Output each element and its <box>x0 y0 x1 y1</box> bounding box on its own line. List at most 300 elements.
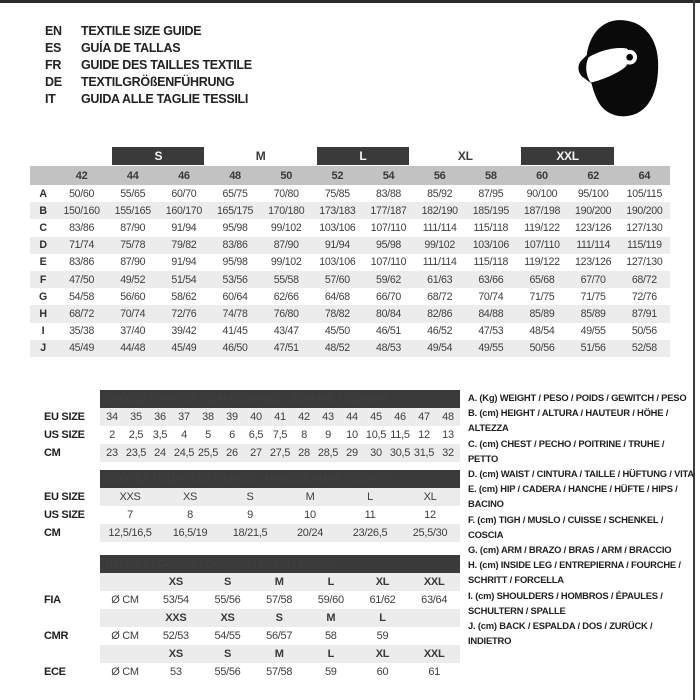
measurement-value: 45/50 <box>324 325 350 338</box>
language-row <box>45 90 252 107</box>
size-value: 60 <box>516 166 567 185</box>
helmet-size-label-row <box>30 573 460 591</box>
helmet-header-row <box>30 555 460 573</box>
measurement-value: 83/86 <box>69 256 95 269</box>
shoe-size-value: 35 <box>124 408 148 426</box>
shoes-header-row <box>30 390 460 408</box>
measurement-value: 75/78 <box>107 237 158 254</box>
shoe-size-value: 3,5 <box>152 429 168 441</box>
shoe-size-value: 43 <box>316 408 340 426</box>
size-value: 58 <box>465 166 516 185</box>
measurement-value: 105/115 <box>626 187 663 200</box>
measurement-value: 107/110 <box>370 256 407 269</box>
helmet-size-label: M <box>253 573 305 591</box>
helmet-size-label: S <box>202 645 254 663</box>
measurement-value: 48/53 <box>363 340 414 357</box>
language-title: GUIDA ALLE TAGLIE TESSILI <box>81 91 249 106</box>
measurement-value: 41/45 <box>222 325 248 338</box>
measurement-value: 85/89 <box>516 305 567 322</box>
measurement-value: 35/38 <box>69 325 95 338</box>
shoe-size-value: 31,5 <box>412 444 436 462</box>
helmet-size-value: 52/53 <box>162 630 189 642</box>
shoe-size-value: 6 <box>229 429 235 441</box>
legend-item: G. (cm) ARM / BRAZO / BRAS / ARM / BRACCIO <box>468 544 672 556</box>
measurement-value: 65/68 <box>516 271 567 288</box>
measurement-value: 37/40 <box>120 325 146 338</box>
gloves-row <box>30 488 460 506</box>
language-code: IT <box>45 91 56 106</box>
measurement-value: 70/74 <box>107 305 158 322</box>
shoe-size-value: 7,5 <box>272 429 288 441</box>
measurement-value: 47/50 <box>56 271 107 288</box>
shoe-size-value: 23 <box>100 444 124 462</box>
measurement-value: 68/72 <box>619 271 670 288</box>
helmet-standard-row <box>30 663 460 681</box>
shoe-size-value: 47 <box>412 408 436 426</box>
measurement-value: 115/118 <box>473 256 509 269</box>
glove-size-value: 23/26,5 <box>340 524 400 542</box>
shoe-size-value: 44 <box>340 408 364 426</box>
measurement-value: 84/88 <box>465 305 516 322</box>
measurement-value: 50/56 <box>631 325 657 338</box>
shoe-size-value: 5 <box>205 429 211 441</box>
glove-size-value: 11 <box>364 509 376 521</box>
measurement-value: 46/51 <box>376 325 402 338</box>
shoe-size-value: 11,5 <box>390 429 410 441</box>
measurement-letter: C <box>39 221 47 234</box>
measurement-value: 99/102 <box>270 256 302 269</box>
measurement-value: 63/66 <box>465 271 516 288</box>
helmet-size-value: 59/60 <box>317 594 344 606</box>
measurement-value: 177/187 <box>363 202 414 219</box>
shoe-size-value: 42 <box>292 408 316 426</box>
helmet-size-value: 57/58 <box>266 666 293 678</box>
helmet-size-table <box>30 555 460 681</box>
measurement-value: 53/56 <box>209 271 260 288</box>
measurement-value: 90/100 <box>526 187 558 200</box>
size-group-row <box>30 145 670 166</box>
helmet-size-label: XS <box>150 573 202 591</box>
measurement-letter: I <box>41 325 45 338</box>
helmet-size-value: 53 <box>170 666 182 678</box>
language-code: EN <box>45 23 62 38</box>
helmet-size-label: S <box>202 573 254 591</box>
measurement-value: 165/175 <box>209 202 260 219</box>
measurement-value: 66/70 <box>376 290 402 303</box>
helmet-size-label: XXL <box>408 645 460 663</box>
empty-cell <box>30 390 100 408</box>
measurement-value: 55/58 <box>261 271 312 288</box>
shoe-size-value: 9 <box>325 429 331 441</box>
measurement-value: 87/90 <box>120 221 146 234</box>
measurement-value: 49/55 <box>465 340 516 357</box>
size-value: 52 <box>312 166 363 185</box>
measurement-value: 72/76 <box>158 305 209 322</box>
measurement-value: 56/60 <box>120 290 146 303</box>
helmet-size-value: 59 <box>376 630 389 642</box>
measurement-value: 91/94 <box>312 237 363 254</box>
measurement-value: 83/88 <box>376 187 402 200</box>
helmet-size-label: M <box>253 645 305 663</box>
measurement-legend <box>468 390 694 648</box>
measurement-value: 83/86 <box>209 237 260 254</box>
glove-size-value: M <box>280 488 340 506</box>
measurement-value: 170/180 <box>261 202 312 219</box>
helmet-standard-label: FIA <box>44 594 61 606</box>
measurement-value: 79/82 <box>158 237 209 254</box>
helmet-size-label-row <box>30 609 460 627</box>
shoe-size-value: 30 <box>364 444 388 462</box>
size-group-s: S <box>107 145 209 166</box>
measurement-value: 160/170 <box>158 202 209 219</box>
measurement-value: 83/86 <box>69 221 95 234</box>
size-value: 48 <box>209 166 260 185</box>
shoe-size-value: 38 <box>196 408 220 426</box>
empty-corner-cell <box>30 145 56 166</box>
helmet-size-label: L <box>357 609 409 627</box>
diameter-unit-label: Ø CM <box>111 594 139 606</box>
measurement-value: 103/106 <box>319 256 356 269</box>
measurement-value: 45/49 <box>158 340 209 357</box>
measurement-value: 85/92 <box>427 187 453 200</box>
helmet-standard-label: ECE <box>44 666 66 678</box>
language-title: TEXTILE SIZE GUIDE <box>81 23 202 38</box>
measurement-row <box>30 288 670 305</box>
measurement-value: 50/60 <box>69 187 95 200</box>
helmet-size-section <box>30 555 460 681</box>
shoe-size-value: 30,5 <box>388 444 412 462</box>
measurement-value: 76/80 <box>261 305 312 322</box>
measurement-value: 190/200 <box>619 202 670 219</box>
measurement-row <box>30 305 670 322</box>
measurement-value: 68/72 <box>56 305 107 322</box>
measurement-value: 71/75 <box>529 290 555 303</box>
measurement-value: 95/98 <box>363 237 414 254</box>
shoe-size-value: 24 <box>148 444 172 462</box>
diameter-unit-label: Ø CM <box>111 666 139 678</box>
measurement-value: 62/66 <box>273 290 299 303</box>
measurement-value: 68/72 <box>427 290 453 303</box>
measurement-value: 44/48 <box>107 340 158 357</box>
helmet-size-label: L <box>305 573 357 591</box>
language-code: ES <box>45 40 62 55</box>
measurement-value: 95/98 <box>222 221 248 234</box>
textile-size-table <box>30 145 670 357</box>
glove-size-value: 16,5/19 <box>160 524 220 542</box>
helmet-title-bar: HELMET / CASCO / CASQUE / HELM / CASCO <box>100 555 460 573</box>
shoe-size-value: 48 <box>436 408 460 426</box>
language-code: FR <box>45 57 62 72</box>
size-value: 42 <box>56 166 107 185</box>
helmet-size-label: S <box>253 609 305 627</box>
empty-group-cell-64 <box>619 145 670 166</box>
measurement-value: 107/110 <box>516 237 567 254</box>
helmet-size-value: 57/58 <box>266 594 293 606</box>
measurement-value: 46/52 <box>427 325 453 338</box>
measurement-value: 47/51 <box>261 340 312 357</box>
helmet-size-value: 59 <box>324 666 337 678</box>
gloves-size-table <box>30 470 460 542</box>
language-row <box>45 39 252 56</box>
language-title: GUÍA DE TALLAS <box>81 40 181 55</box>
helmet-size-label: XS <box>202 609 254 627</box>
measurement-value: 47/53 <box>478 325 504 338</box>
measurement-row <box>30 323 670 340</box>
legend-item: I. (cm) SHOULDERS / HOMBROS / ÉPAULES / SCHULTERN / SPALLE <box>468 589 663 616</box>
measurement-value: 50/56 <box>516 340 567 357</box>
legend-item: A. (Kg) WEIGHT / PESO / POIDS / GEWITCH / PESO <box>468 392 687 403</box>
legend-item: E. (cm) HIP / CADERA / HANCHE / HÜFTE / HIPS / BACINO <box>468 483 678 510</box>
measurement-value: 71/75 <box>580 290 606 303</box>
measurement-row <box>30 185 670 202</box>
measurement-value: 127/130 <box>626 256 663 269</box>
empty-cell <box>100 645 150 663</box>
shoe-size-value: 23,5 <box>124 444 148 462</box>
glove-size-value: 25,5/30 <box>400 524 460 542</box>
empty-letter-cell <box>30 166 56 185</box>
legend-item: H. (cm) INSIDE LEG / ENTREPIERNA / FOURCHE / SCHRITT / FORCELLA <box>468 559 681 586</box>
measurement-value: 150/160 <box>56 202 107 219</box>
measurement-value: 99/102 <box>414 237 465 254</box>
size-group-l: L <box>312 145 414 166</box>
measurement-letter: F <box>30 271 56 288</box>
measurement-value: 115/119 <box>619 237 670 254</box>
shoe-size-value: 6,5 <box>248 429 264 441</box>
helmet-size-value: 55/56 <box>214 594 241 606</box>
diameter-unit-label: Ø CM <box>111 630 139 642</box>
measurement-value: 82/86 <box>414 305 465 322</box>
measurement-value: 187/198 <box>516 202 567 219</box>
measurement-value: 78/82 <box>312 305 363 322</box>
measurement-value: 111/114 <box>568 237 619 254</box>
shoe-size-value: 25,5 <box>196 444 220 462</box>
gloves-row <box>30 524 460 542</box>
legend-item: B. (cm) HEIGHT / ALTURA / HAUTEUR / HÖHE / ALTEZZA <box>468 407 669 434</box>
helmet-size-label: XXL <box>408 573 460 591</box>
language-title-list <box>45 22 252 107</box>
legend-item: C. (cm) CHEST / PECHO / POITRINE / TRUHE / PETTO <box>468 437 665 464</box>
measurement-value: 87/90 <box>120 256 146 269</box>
measurement-value: 70/74 <box>478 290 504 303</box>
language-code: DE <box>45 74 62 89</box>
size-value: 50 <box>261 166 312 185</box>
shoe-size-value: 41 <box>268 408 292 426</box>
measurement-value: 67/70 <box>568 271 619 288</box>
shoe-size-value: 2,5 <box>128 429 144 441</box>
measurement-value: 95/100 <box>577 187 609 200</box>
glove-size-value: XS <box>160 488 220 506</box>
measurement-value: 173/183 <box>312 202 363 219</box>
empty-cell <box>30 573 100 591</box>
measurement-value: 49/55 <box>580 325 606 338</box>
shoes-size-table <box>30 390 460 462</box>
helmet-size-label: L <box>305 645 357 663</box>
shoe-size-value: 40 <box>244 408 268 426</box>
measurement-value: 103/106 <box>465 237 516 254</box>
size-value: 44 <box>107 166 158 185</box>
measurement-value: 60/70 <box>171 187 197 200</box>
helmet-size-label-row <box>30 645 460 663</box>
helmet-size-value: 60 <box>376 666 389 678</box>
measurement-value: 59/62 <box>363 271 414 288</box>
helmet-standard-row <box>30 591 460 609</box>
measurement-value: 80/84 <box>363 305 414 322</box>
row-label: EU SIZE <box>44 491 85 503</box>
glove-size-value: XXS <box>100 488 160 506</box>
measurement-row <box>30 340 670 357</box>
measurement-value: 91/94 <box>171 221 197 234</box>
measurement-value: 61/63 <box>414 271 465 288</box>
shoe-size-value: 36 <box>148 408 172 426</box>
helmet-standard-label: CMR <box>44 630 69 642</box>
measurement-value: 51/54 <box>158 271 209 288</box>
measurement-value: 49/52 <box>107 271 158 288</box>
size-group-xl: XL <box>457 148 473 163</box>
measurement-value: 43/47 <box>273 325 299 338</box>
shoe-size-value: 26 <box>220 444 244 462</box>
shoes-title-bar: SHOES/ ZAPATOS / CHAUSSURES / SCHUHE / SCARPE <box>100 390 460 408</box>
measurement-value: 119/122 <box>524 256 560 269</box>
measurement-value: 111/114 <box>422 221 457 234</box>
helmet-size-label <box>408 609 460 627</box>
measurement-value: 75/85 <box>324 187 350 200</box>
measurement-value: 123/126 <box>575 256 612 269</box>
size-group-xxl: XXL <box>516 145 618 166</box>
helmet-size-label: XXS <box>150 609 202 627</box>
measurement-value: 58/62 <box>171 290 197 303</box>
measurement-value: 64/68 <box>324 290 350 303</box>
language-row <box>45 22 252 39</box>
measurement-value: 87/95 <box>478 187 504 200</box>
measurement-letter: A <box>39 187 47 200</box>
measurement-letter: J <box>30 340 56 357</box>
measurement-row <box>30 254 670 271</box>
measurement-value: 48/54 <box>529 325 555 338</box>
shoe-size-value: 10 <box>346 429 358 441</box>
shoe-size-value: 28,5 <box>316 444 340 462</box>
helmet-size-label: M <box>305 609 357 627</box>
shoe-size-value: 45 <box>364 408 388 426</box>
row-label: US SIZE <box>44 429 85 441</box>
empty-cell <box>30 645 100 663</box>
measurement-value: 72/76 <box>631 290 657 303</box>
measurement-value: 127/130 <box>626 221 663 234</box>
measurement-value: 45/49 <box>56 340 107 357</box>
measurement-letter: D <box>30 237 56 254</box>
measurement-value: 91/94 <box>171 256 197 269</box>
empty-cell <box>30 609 100 627</box>
language-row <box>45 56 252 73</box>
helmet-size-value: 61 <box>428 666 440 678</box>
helmet-size-value <box>408 627 460 645</box>
legend-item: F. (cm) TIGH / MUSLO / CUISSE / SCHENKEL / COSCIA <box>468 513 664 540</box>
measurement-value: 52/58 <box>619 340 670 357</box>
glove-size-value: 8 <box>187 509 193 521</box>
measurement-row <box>30 271 670 288</box>
measurement-row <box>30 237 670 254</box>
empty-cell <box>100 573 150 591</box>
empty-cell <box>100 609 150 627</box>
legend-item: D. (cm) WAIST / CINTURA / TAILLE / HÜFTUNG / VITA <box>468 468 694 480</box>
row-label: CM <box>44 527 61 539</box>
shoe-size-value: 24,5 <box>172 444 196 462</box>
shoe-size-value: 10,5 <box>365 429 387 441</box>
measurement-value: 107/110 <box>370 221 407 234</box>
measurement-value: 57/60 <box>312 271 363 288</box>
helmet-size-value: 58 <box>324 630 337 642</box>
measurement-value: 74/78 <box>209 305 260 322</box>
row-label: CM <box>44 447 61 459</box>
measurement-value: 155/165 <box>107 202 158 219</box>
shoe-size-value: 32 <box>436 444 460 462</box>
helmet-size-label: XL <box>357 573 409 591</box>
measurement-value: 87/90 <box>261 237 312 254</box>
measurement-value: 65/75 <box>222 187 248 200</box>
glove-size-value: 7 <box>127 509 133 521</box>
measurement-value: 95/98 <box>222 256 248 269</box>
size-value: 46 <box>158 166 209 185</box>
measurement-value: 54/58 <box>69 290 95 303</box>
measurement-value: 111/114 <box>422 256 457 269</box>
measurement-value: 55/65 <box>120 187 146 200</box>
measurement-value: 123/126 <box>575 221 612 234</box>
top-border-line <box>0 0 700 3</box>
shoe-size-value: 28 <box>292 444 316 462</box>
glove-size-value: 18/21,5 <box>220 524 280 542</box>
measurement-row <box>30 219 670 236</box>
shoe-size-value: 29 <box>340 444 364 462</box>
helmet-size-value: 63/64 <box>421 594 448 606</box>
measurement-value: 182/190 <box>414 202 465 219</box>
shoe-size-value: 37 <box>172 408 196 426</box>
shoes-size-section <box>30 390 460 462</box>
measurement-letter: G <box>39 290 47 303</box>
helmet-size-label: XL <box>357 645 409 663</box>
helmet-size-value: 54/55 <box>214 630 241 642</box>
shoe-size-value: 39 <box>220 408 244 426</box>
gloves-title-bar: GLOVES / GUANTES / GANTS / HANDSCHUHE / GUANTI <box>100 470 460 488</box>
shoe-size-value: 34 <box>100 408 124 426</box>
measurement-value: 46/50 <box>209 340 260 357</box>
measurement-value: 39/42 <box>171 325 197 338</box>
shoe-size-value: 2 <box>109 429 115 441</box>
legend-item: J. (cm) BACK / ESPALDA / DOS / ZURÜCK / INDIETRO <box>468 620 653 647</box>
glove-size-value: S <box>220 488 280 506</box>
measurement-value: 48/52 <box>312 340 363 357</box>
empty-cell <box>30 470 100 488</box>
glove-size-value: 12,5/16,5 <box>100 524 160 542</box>
measurement-value: 103/106 <box>319 221 356 234</box>
shoes-row <box>30 444 460 462</box>
measurement-value: 85/89 <box>568 305 619 322</box>
row-label: US SIZE <box>44 509 85 521</box>
empty-cell <box>30 555 100 573</box>
shoe-size-value: 12 <box>418 429 430 441</box>
empty-group-cell-42 <box>56 145 107 166</box>
glove-size-value: 9 <box>247 509 253 521</box>
size-value: 64 <box>619 166 670 185</box>
helmet-size-label: XS <box>150 645 202 663</box>
glove-size-value: XL <box>400 488 460 506</box>
size-value: 56 <box>414 166 465 185</box>
shoe-size-value: 4 <box>181 429 187 441</box>
glove-size-value: 20/24 <box>280 524 340 542</box>
glove-size-value: 12 <box>424 509 436 521</box>
racing-helmet-icon <box>572 18 660 118</box>
measurement-value: 185/195 <box>465 202 516 219</box>
measurement-letter: B <box>30 202 56 219</box>
shoes-row <box>30 408 460 426</box>
